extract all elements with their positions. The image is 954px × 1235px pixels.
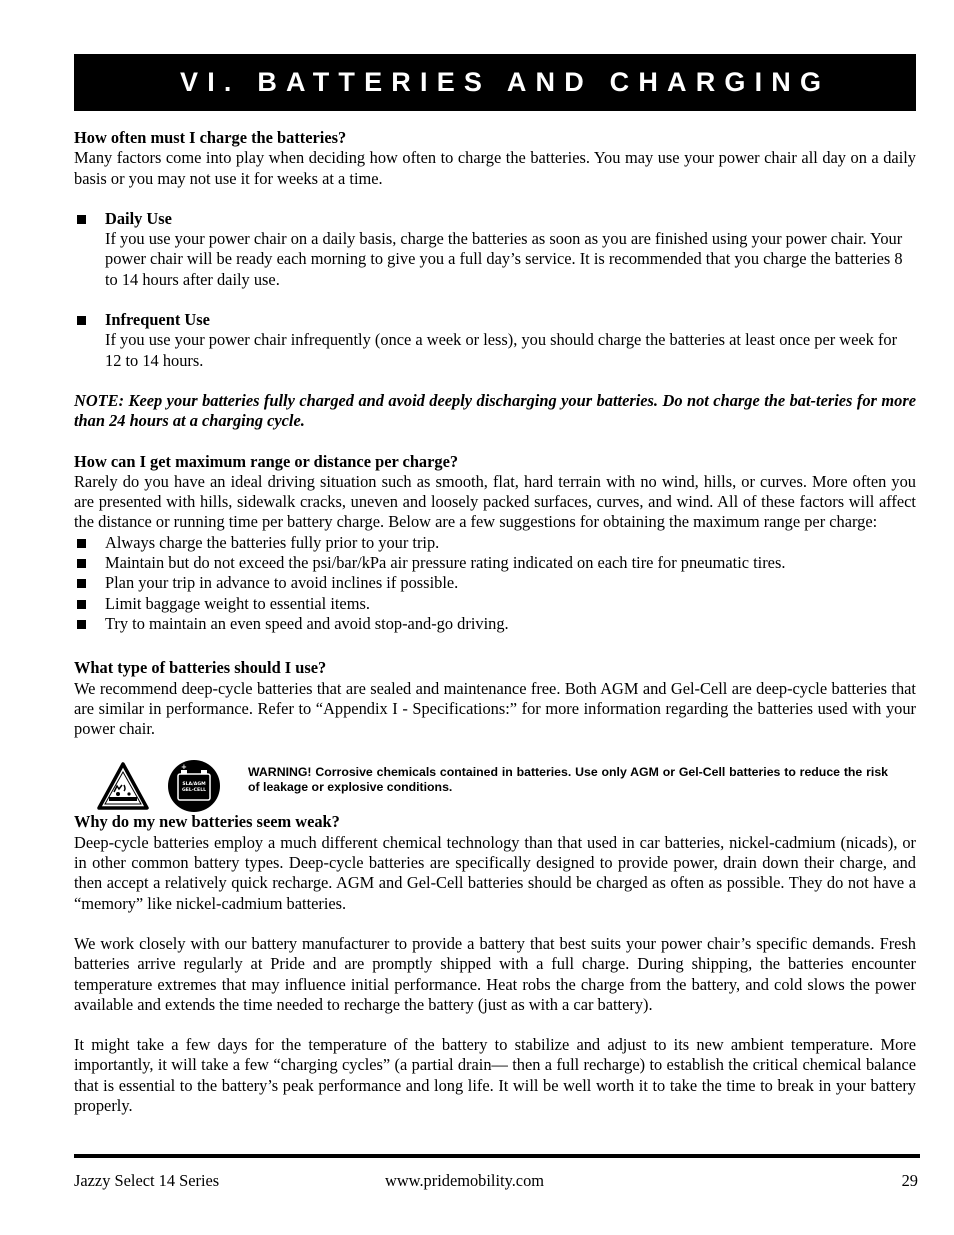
infrequent-use-title: Infrequent Use bbox=[105, 310, 210, 330]
section-title: VI. BATTERIES AND CHARGING bbox=[180, 67, 831, 98]
bullet-square-icon bbox=[77, 215, 86, 224]
svg-text:+: + bbox=[181, 763, 187, 772]
weak-batteries-p3: It might take a few days for the temperature of the battery to stabilize and adjust to its new ambient temperature. More importantly, it will take a few “charging cycles” (a partial drain— then a full recharge) to establish the critical chemical balance that is essential to the battery’s peak performance and long life. It will be well worth it to take the time to break in your battery properly. bbox=[74, 1035, 916, 1115]
svg-text:GEL-CELL: GEL-CELL bbox=[181, 788, 207, 794]
bullet-square-icon bbox=[77, 559, 86, 568]
svg-text:SLA/AGM: SLA/AGM bbox=[182, 782, 206, 788]
daily-use-body: If you use your power chair on a daily basis, charge the batteries as soon as you are finished using your power chair. Your power chair will be ready each morning to give you a full day’s service. It is recommended that you charge the batteries 8 to 14 hours after daily use. bbox=[105, 229, 903, 289]
footer-page-number: 29 bbox=[901, 1171, 918, 1190]
bullet-square-icon bbox=[77, 600, 86, 609]
question-maximum-range: How can I get maximum range or distance per charge? bbox=[74, 451, 459, 471]
charging-note: NOTE: Keep your batteries fully charged and avoid deeply discharging your batteries. Do not charge the bat-teries for more than 24 hours at a charging cycle. bbox=[74, 390, 916, 431]
battery-type-body: We recommend deep-cycle batteries that are sealed and maintenance free. Both AGM and Gel-Cell are deep-cycle batteries that are similar in performance. Refer to “Appendix I - Specifications:” for more information regarding the batteries used with your power chair. bbox=[74, 678, 916, 739]
infrequent-use-body: If you use your power chair infrequently (once a week or less), you should charge the batteries at least once per week for 12 to 14 hours. bbox=[105, 330, 898, 370]
sealed-battery-icon bbox=[167, 759, 221, 813]
range-tips-list bbox=[74, 533, 916, 634]
warning-box bbox=[74, 759, 916, 811]
bullet-square-icon bbox=[77, 316, 86, 325]
footer-website: www.pridemobility.com bbox=[385, 1171, 545, 1190]
section-header-bar bbox=[74, 54, 916, 111]
infrequent-use-item bbox=[74, 310, 916, 371]
list-item: Try to maintain an even speed and avoid stop-and-go driving. bbox=[74, 614, 916, 634]
footer-product-name: Jazzy Select 14 Series bbox=[74, 1171, 220, 1190]
daily-use-item bbox=[74, 209, 916, 290]
list-item: Maintain but do not exceed the psi/bar/kPa air pressure rating indicated on each tire for pneumatic tires. bbox=[74, 553, 916, 573]
question-charge-frequency: How often must I charge the batteries? bbox=[74, 128, 347, 147]
footer-divider bbox=[74, 1154, 920, 1158]
list-item: Plan your trip in advance to avoid inclines if possible. bbox=[74, 573, 916, 593]
list-item: Always charge the batteries fully prior to your trip. bbox=[74, 533, 916, 553]
warning-icons bbox=[96, 759, 246, 813]
charge-frequency-intro: Many factors come into play when deciding how often to charge the batteries. You may use your power chair all day on a daily basis or you may not use it for weeks at a time. bbox=[74, 148, 916, 188]
weak-batteries-p2: We work closely with our battery manufacturer to provide a battery that best suits your power chair’s specific demands. Fresh batteries arrive regularly at Pride and are promptly shipped with a full charge. During shipping, the batteries encounter temperature extremes that may influence initial performance. Heat robs the charge from the battery, and cold slows the power available and extends the time needed to recharge the battery (just as with a car battery). bbox=[74, 933, 916, 1014]
corrosive-warning-icon bbox=[96, 761, 150, 811]
weak-batteries-p1: Deep-cycle batteries employ a much different chemical technology than that used in car batteries, nickel-cadmium (nicads), or in other common battery types. Deep-cycle batteries are specifically designed to provide power, drain down their charge, and then accept a relatively quick recharge. AGM and Gel-Cell batteries should be charged as often as possible. They do not have a “memory” like nickel-cadmium batteries. bbox=[74, 832, 916, 913]
bullet-square-icon bbox=[77, 539, 86, 548]
warning-text: WARNING! Corrosive chemicals contained in batteries. Use only AGM or Gel-Cell batteries to reduce the risk of leakage or explosive conditions. bbox=[248, 765, 888, 795]
question-weak-batteries: Why do my new batteries seem weak? bbox=[74, 812, 340, 832]
list-item: Limit baggage weight to essential items. bbox=[74, 594, 916, 614]
bullet-square-icon bbox=[77, 579, 86, 588]
bullet-square-icon bbox=[77, 620, 86, 629]
daily-use-title: Daily Use bbox=[105, 208, 172, 228]
question-battery-type: What type of batteries should I use? bbox=[74, 658, 327, 678]
maximum-range-intro: Rarely do you have an ideal driving situation such as smooth, flat, hard terrain with no wind, hills, or curves. More often you are presented with hills, sidewalk cracks, uneven and loosely packed surfaces, curves, and wind. All of these factors will affect the distance or running time per battery charge. Below are a few suggestions for obtaining the maximum range per charge: bbox=[74, 471, 916, 532]
page-content bbox=[74, 128, 916, 1116]
